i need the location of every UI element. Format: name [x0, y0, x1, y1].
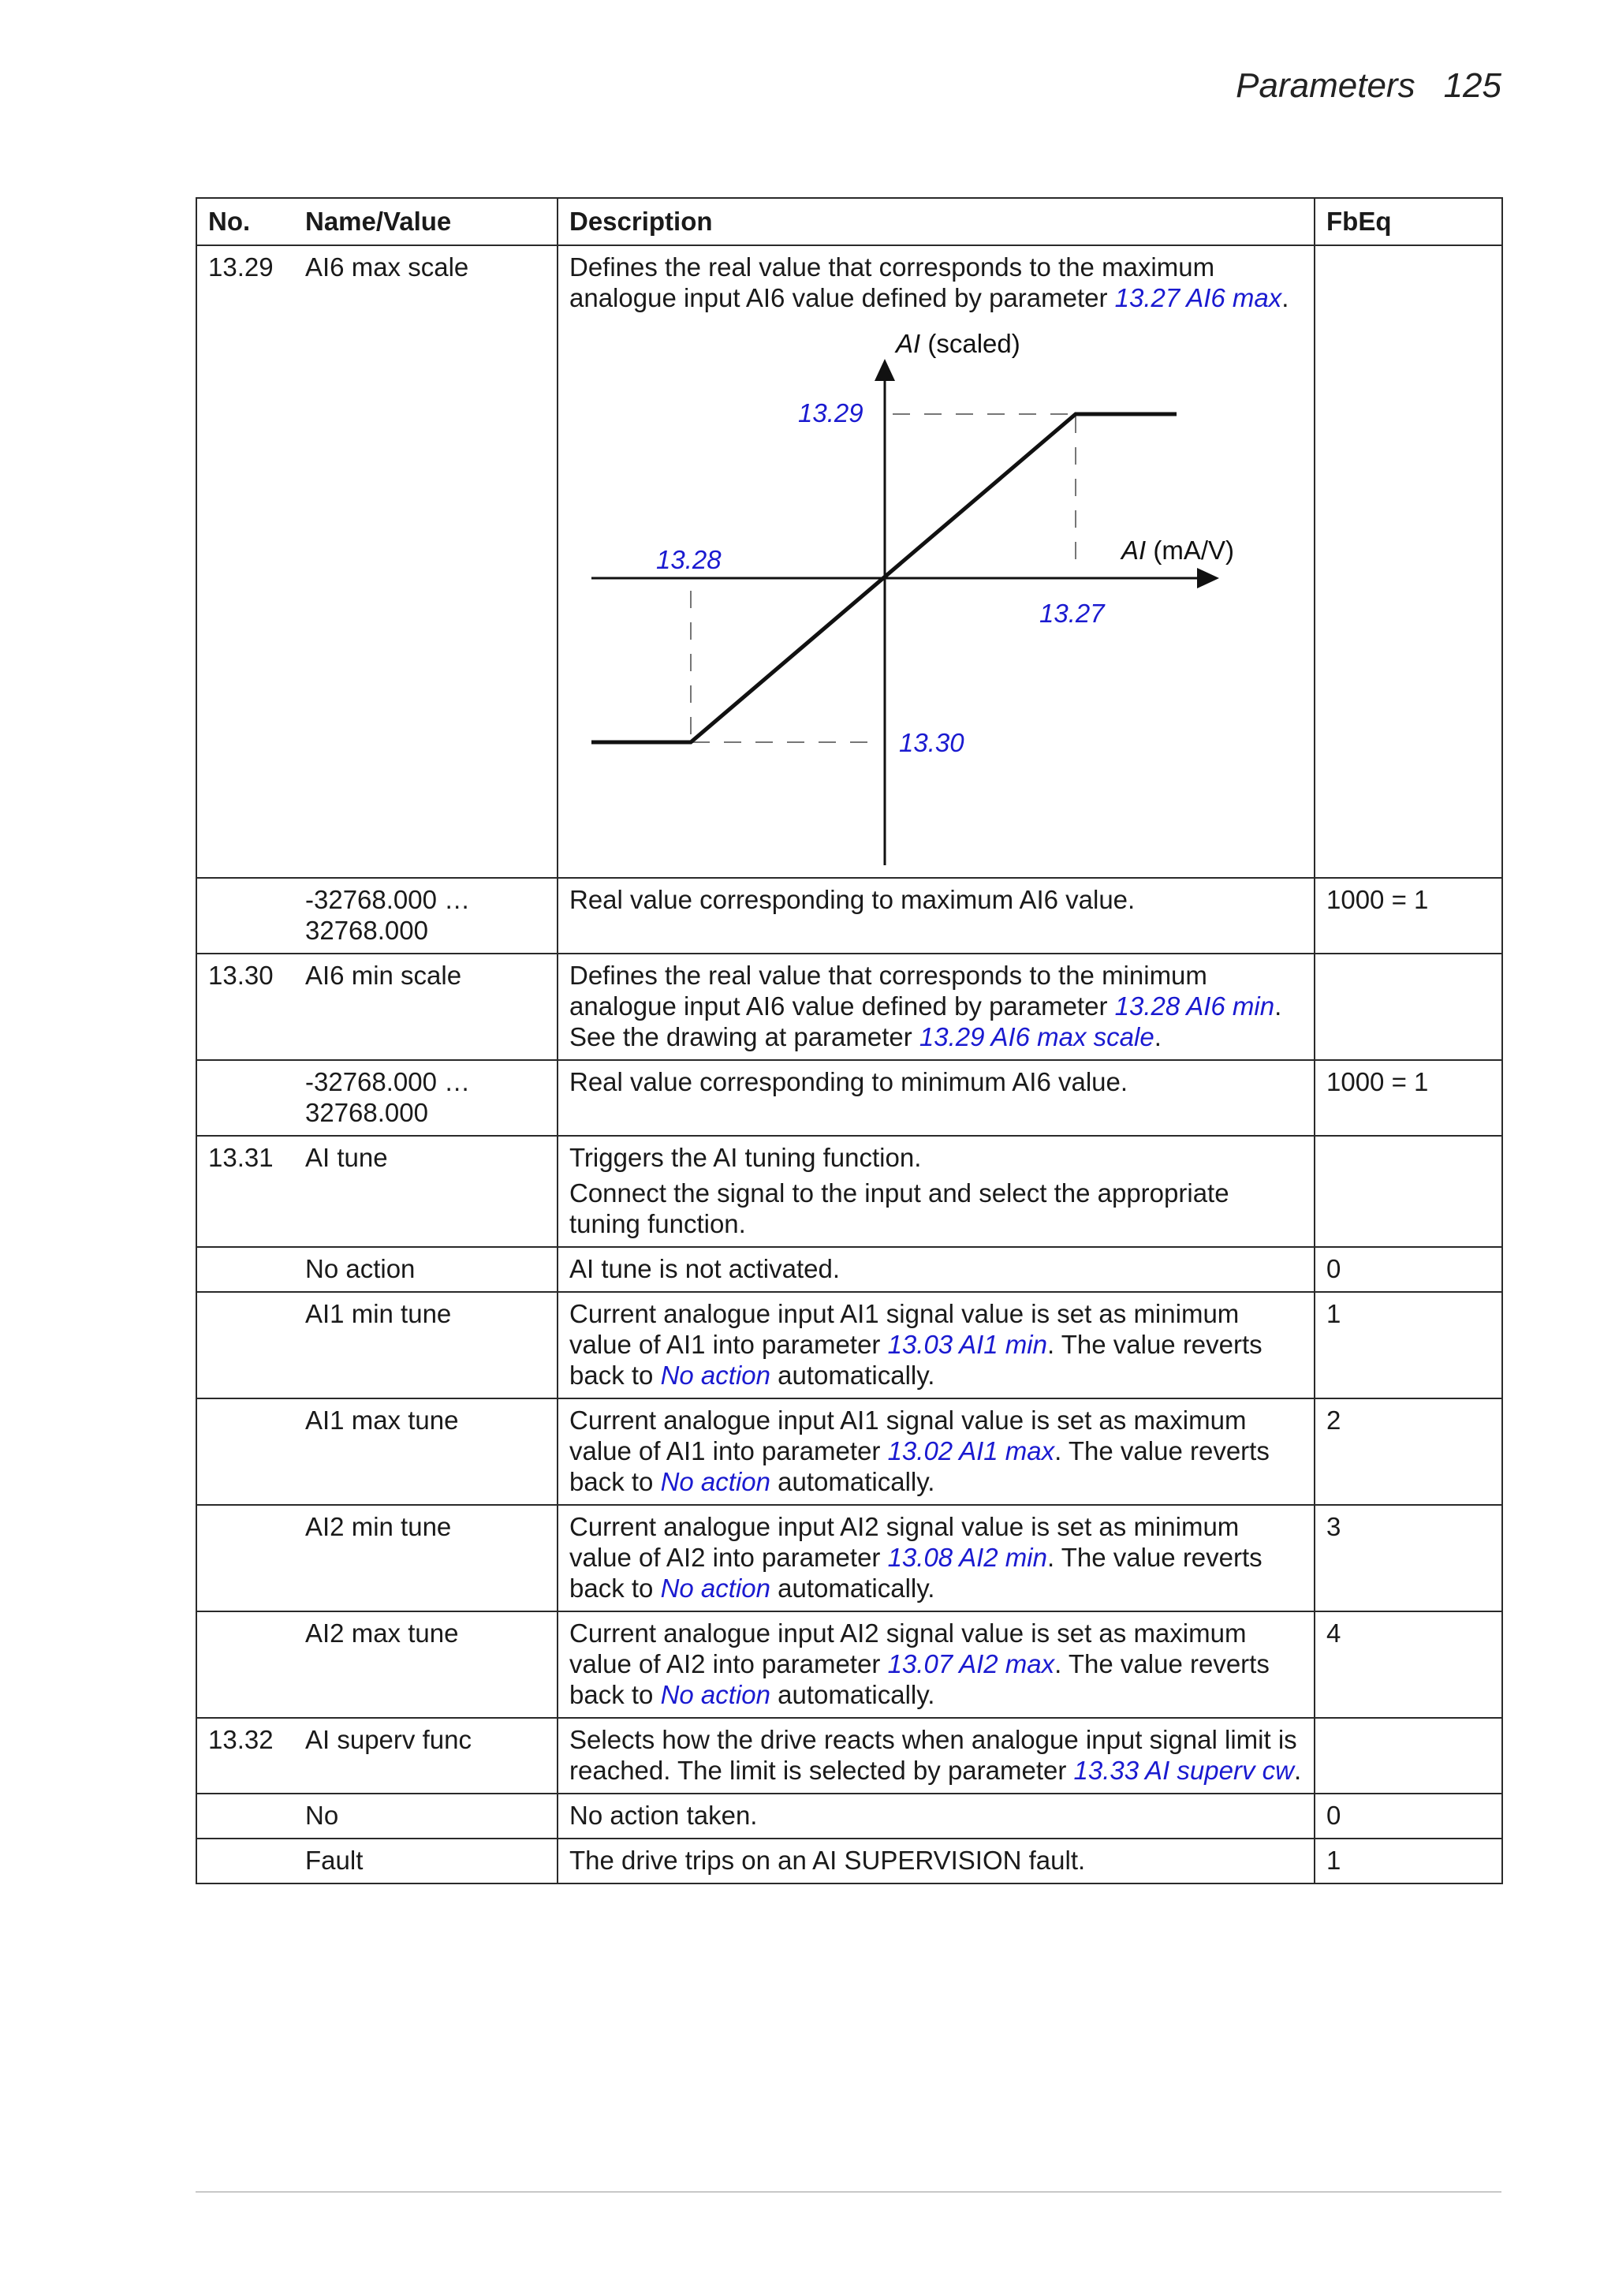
table-row — [196, 245, 1502, 878]
param-value-name: No action — [294, 1247, 558, 1292]
param-value-name: No — [294, 1794, 558, 1839]
table-row — [196, 1718, 1502, 1794]
scaling-graph-svg — [569, 318, 1279, 870]
label-max: 13.27 — [1039, 599, 1105, 628]
param-name: AI tune — [294, 1136, 558, 1247]
param-link[interactable]: 13.08 AI2 min — [887, 1543, 1047, 1572]
param-fbeq — [1315, 954, 1502, 1060]
param-value-name: AI1 min tune — [294, 1292, 558, 1398]
param-fbeq — [1315, 1136, 1502, 1247]
param-number: 13.32 — [196, 1718, 294, 1794]
param-link[interactable]: 13.07 AI2 max — [887, 1649, 1055, 1678]
param-value-name: Fault — [294, 1839, 558, 1883]
label-max-scale: 13.29 — [798, 398, 863, 427]
param-link[interactable]: 13.03 AI1 min — [887, 1330, 1047, 1359]
param-description: Current analogue input AI1 signal value is set as minimum value of AI1 into parameter 13.03 AI1 min. The value reverts back to No action automatically. — [558, 1292, 1315, 1398]
column-header-description: Description — [558, 198, 1315, 245]
param-link[interactable]: 13.27 AI6 max — [1114, 283, 1282, 312]
param-description: The drive trips on an AI SUPERVISION fault. — [558, 1839, 1315, 1883]
table-row — [196, 1505, 1502, 1611]
param-link[interactable]: No action — [660, 1361, 770, 1390]
param-description: Current analogue input AI2 signal value is set as minimum value of AI2 into parameter 13.08 AI2 min. The value reverts back to No action automatically. — [558, 1505, 1315, 1611]
table-row — [196, 1247, 1502, 1292]
label-min-scale: 13.30 — [899, 728, 964, 757]
table-row — [196, 1136, 1502, 1247]
section-title: Parameters — [1236, 66, 1415, 105]
param-fbeq: 0 — [1315, 1247, 1502, 1292]
param-fbeq — [1315, 1718, 1502, 1794]
param-link[interactable]: No action — [660, 1680, 770, 1709]
param-fbeq: 1 — [1315, 1292, 1502, 1398]
param-fbeq: 1000 = 1 — [1315, 1060, 1502, 1136]
table-row — [196, 954, 1502, 1060]
table-row — [196, 1060, 1502, 1136]
y-axis-label: AI (scaled) — [896, 329, 1020, 358]
param-value-range: -32768.000 … 32768.000 — [294, 878, 558, 954]
param-description: AI tune is not activated. — [558, 1247, 1315, 1292]
parameter-table — [196, 197, 1503, 1884]
param-fbeq — [1315, 245, 1502, 878]
table-row — [196, 1839, 1502, 1883]
footer-divider — [196, 2191, 1501, 2193]
param-link[interactable]: No action — [660, 1574, 770, 1603]
param-value-name: AI1 max tune — [294, 1398, 558, 1505]
param-fbeq: 3 — [1315, 1505, 1502, 1611]
param-number: 13.31 — [196, 1136, 294, 1247]
param-name: AI6 min scale — [294, 954, 558, 1060]
column-header-fbeq: FbEq — [1315, 198, 1502, 245]
param-value-range: -32768.000 … 32768.000 — [294, 1060, 558, 1136]
x-axis-label: AI (mA/V) — [1121, 536, 1235, 565]
param-description: Real value corresponding to minimum AI6 value. — [558, 1060, 1315, 1136]
page-number: 125 — [1443, 66, 1501, 105]
param-number: 13.30 — [196, 954, 294, 1060]
param-description: Current analogue input AI2 signal value is set as maximum value of AI2 into parameter 13.07 AI2 max. The value reverts back to No action automatically. — [558, 1611, 1315, 1718]
table-header-row — [196, 198, 1502, 245]
param-link[interactable]: 13.29 AI6 max scale — [919, 1022, 1154, 1051]
column-header-no: No. — [196, 198, 294, 245]
param-description: Selects how the drive reacts when analogue input signal limit is reached. The limit is selected by parameter 13.33 AI superv cw. — [558, 1718, 1315, 1794]
param-description — [558, 245, 1315, 878]
param-link[interactable]: No action — [660, 1467, 770, 1496]
label-min: 13.28 — [656, 545, 722, 574]
y-axis-arrow-icon — [875, 359, 895, 381]
param-value-name: AI2 min tune — [294, 1505, 558, 1611]
page-header — [1236, 66, 1501, 106]
param-fbeq: 1 — [1315, 1839, 1502, 1883]
param-link[interactable]: 13.02 AI1 max — [887, 1436, 1055, 1465]
table-row — [196, 1611, 1502, 1718]
param-number: 13.29 — [196, 245, 294, 878]
param-description: No action taken. — [558, 1794, 1315, 1839]
table-row — [196, 1398, 1502, 1505]
table-row — [196, 878, 1502, 954]
param-link[interactable]: 13.33 AI superv cw — [1073, 1756, 1294, 1785]
param-link[interactable]: 13.28 AI6 min — [1114, 991, 1275, 1021]
table-row — [196, 1292, 1502, 1398]
param-fbeq: 4 — [1315, 1611, 1502, 1718]
description-text: Defines the real value that corresponds to the maximum analogue input AI6 value defined by parameter 13.27 AI6 max. — [569, 252, 1289, 312]
x-axis-arrow-icon — [1197, 568, 1219, 588]
param-fbeq: 2 — [1315, 1398, 1502, 1505]
column-header-name-value: Name/Value — [294, 198, 558, 245]
table-row — [196, 1794, 1502, 1839]
param-name: AI superv func — [294, 1718, 558, 1794]
param-fbeq: 0 — [1315, 1794, 1502, 1839]
param-description: Current analogue input AI1 signal value is set as maximum value of AI1 into parameter 13.02 AI1 max. The value reverts back to No action automatically. — [558, 1398, 1315, 1505]
scaling-graph — [569, 318, 1303, 870]
param-name: AI6 max scale — [294, 245, 558, 878]
param-description: Defines the real value that corresponds to the minimum analogue input AI6 value defined by parameter 13.28 AI6 min. See the drawing at parameter 13.29 AI6 max scale. — [558, 954, 1315, 1060]
param-description: Triggers the AI tuning function. Connect the signal to the input and select the appropriate tuning function. — [558, 1136, 1315, 1247]
param-value-name: AI2 max tune — [294, 1611, 558, 1718]
param-fbeq: 1000 = 1 — [1315, 878, 1502, 954]
param-description: Real value corresponding to maximum AI6 value. — [558, 878, 1315, 954]
